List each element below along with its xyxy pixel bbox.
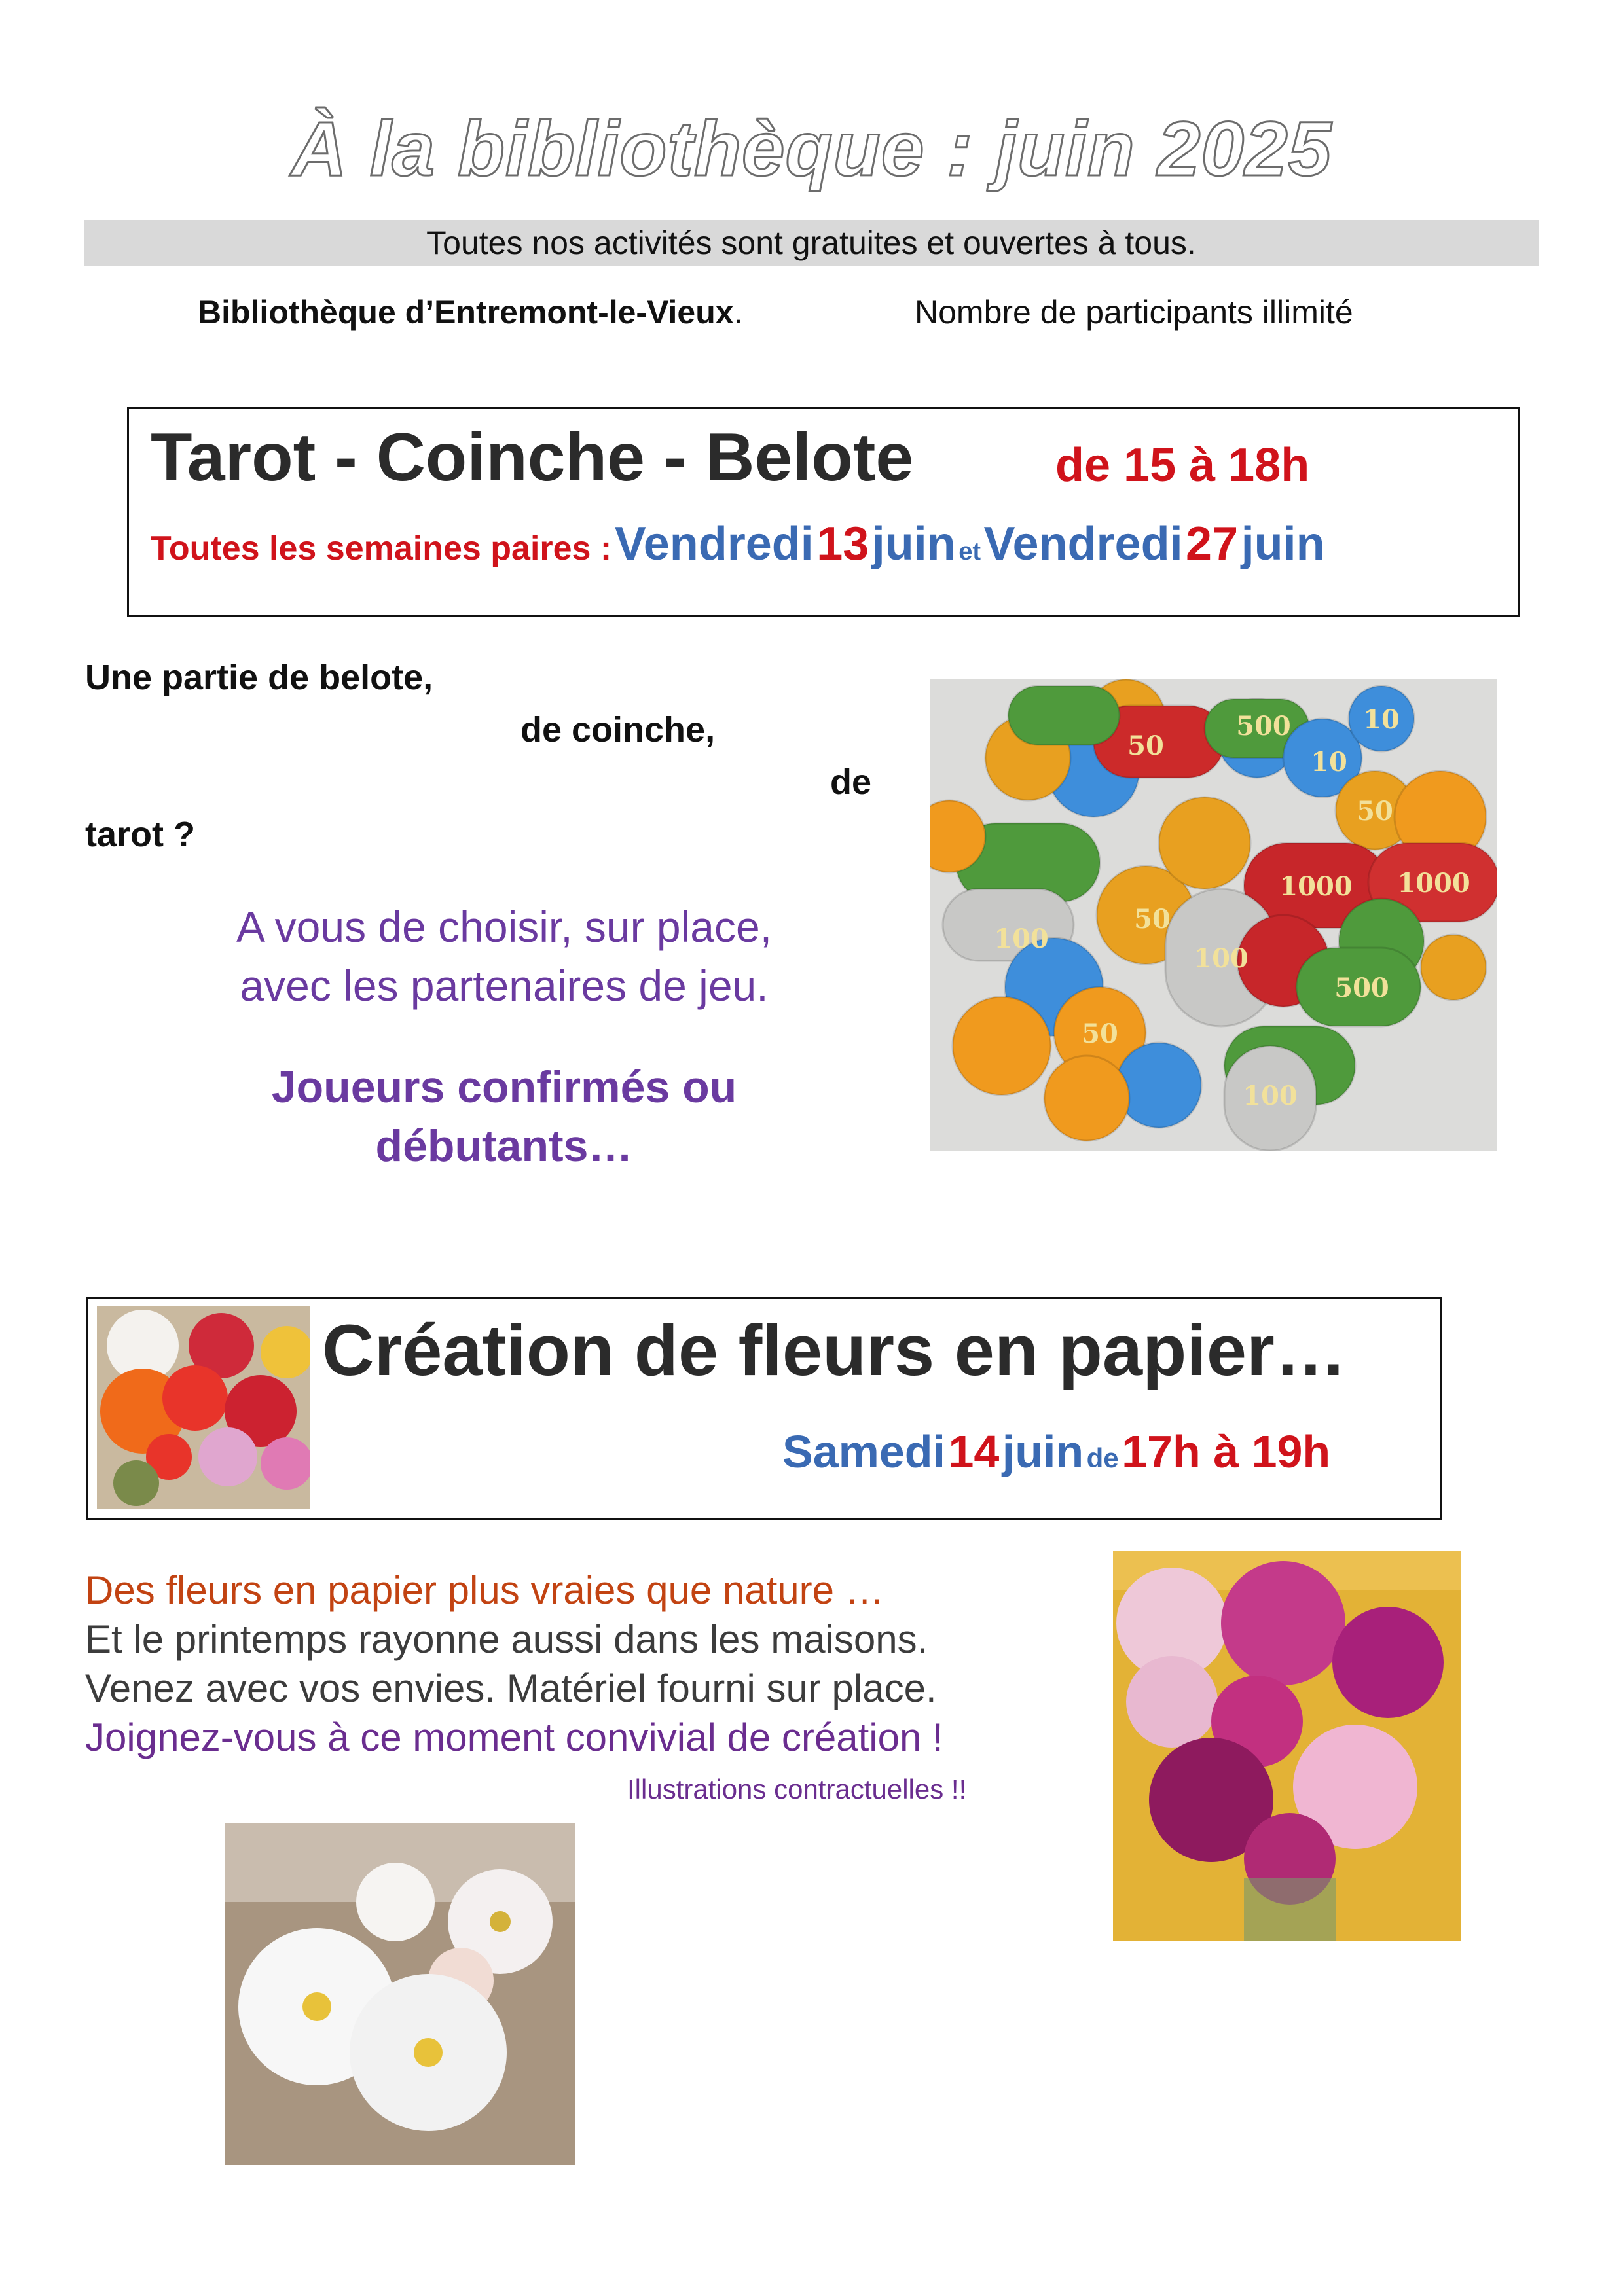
flowers-day-num: 14 — [948, 1426, 1000, 1477]
day2-name: Vendredi — [983, 518, 1183, 570]
et-word: et — [958, 538, 981, 565]
flower — [113, 1460, 159, 1506]
flower — [1221, 1561, 1345, 1685]
day2-month: juin — [1241, 518, 1325, 570]
choose-line-2: avec les partenaires de jeu. — [240, 961, 769, 1010]
page-title: À la bibliothèque : juin 2025 — [291, 106, 1332, 192]
chip-label: 1000 — [1397, 868, 1470, 899]
flowers-date — [782, 1426, 1330, 1478]
game-line-2: de coinche, — [520, 710, 716, 749]
paper-flowers-photo-small — [97, 1306, 310, 1509]
poker-chips-photo — [930, 679, 1497, 1151]
flower — [162, 1365, 228, 1431]
weeks-label: Toutes les semaines paires : — [151, 529, 612, 567]
players-line-1: Joueurs confirmés ou — [271, 1062, 737, 1112]
chip-label: 100 — [1243, 1081, 1298, 1111]
info-banner: Toutes nos activités sont gratuites et ouvertes à tous. — [84, 220, 1539, 266]
library-name-dot: . — [733, 294, 743, 331]
chip — [1159, 797, 1250, 889]
flowers-paragraph-1: Des fleurs en papier plus vraies que nature … — [85, 1568, 884, 1612]
tarot-time: de 15 à 18h — [1055, 439, 1310, 492]
flower — [356, 1863, 435, 1941]
game-line-4: tarot ? — [85, 815, 195, 854]
flower-center — [414, 2038, 443, 2067]
chip-label: 50 — [1082, 1018, 1118, 1049]
chip — [1008, 686, 1120, 745]
day1-name: Vendredi — [614, 518, 814, 570]
day1-num: 13 — [816, 518, 869, 570]
white-paper-flowers-photo — [225, 1823, 575, 2165]
game-line-3: de — [830, 762, 872, 802]
flowers-paragraph-3: Venez avec vos envies. Matériel fourni sur place. — [85, 1666, 937, 1710]
chip-label: 100 — [994, 924, 1049, 954]
chip-label: 500 — [1334, 973, 1389, 1003]
chip — [1116, 1043, 1201, 1128]
tarot-dates — [151, 517, 1325, 571]
participants-note: Nombre de participants illimité — [915, 294, 1353, 331]
flower-center — [302, 1992, 331, 2021]
chip — [953, 997, 1051, 1095]
chip — [1421, 935, 1486, 1000]
day1-month: juin — [871, 518, 956, 570]
illustrations-note: Illustrations contractuelles !! — [627, 1774, 967, 1804]
flower — [1126, 1656, 1218, 1748]
chip-label: 500 — [1236, 711, 1291, 742]
day2-num: 27 — [1186, 518, 1239, 570]
flower — [1332, 1607, 1444, 1718]
chip-label: 1000 — [1279, 871, 1353, 902]
flowers-paragraph-2: Et le printemps rayonne aussi dans les maisons. — [85, 1617, 928, 1661]
flowers-paragraph-4: Joignez-vous à ce moment convivial de création ! — [85, 1715, 943, 1759]
chip-label: 50 — [1134, 904, 1171, 935]
players-line-2: débutants… — [375, 1121, 633, 1171]
library-name-text: Bibliothèque d’Entremont-le-Vieux — [198, 294, 734, 331]
chip — [1044, 1056, 1129, 1141]
flowers-day-name: Samedi — [782, 1426, 945, 1477]
chip-label: 100 — [1194, 943, 1249, 974]
flowers-month: juin — [1002, 1426, 1084, 1477]
flowers-time: 17h à 19h — [1122, 1426, 1331, 1477]
flower — [198, 1427, 257, 1486]
game-line-1: Une partie de belote, — [85, 658, 433, 697]
library-name — [198, 293, 743, 331]
flower-center — [490, 1911, 511, 1932]
chip-label: 10 — [1363, 704, 1400, 735]
chip-label: 50 — [1357, 796, 1393, 827]
chip-label: 50 — [1127, 730, 1164, 761]
chip-label: 10 — [1311, 747, 1347, 778]
flowers-de: de — [1086, 1443, 1119, 1473]
flowers-title: Création de fleurs en papier… — [322, 1310, 1347, 1391]
tarot-title: Tarot - Coinche - Belote — [151, 420, 914, 495]
choose-line-1: A vous de choisir, sur place, — [236, 903, 773, 951]
pink-paper-flowers-photo — [1113, 1551, 1461, 1941]
